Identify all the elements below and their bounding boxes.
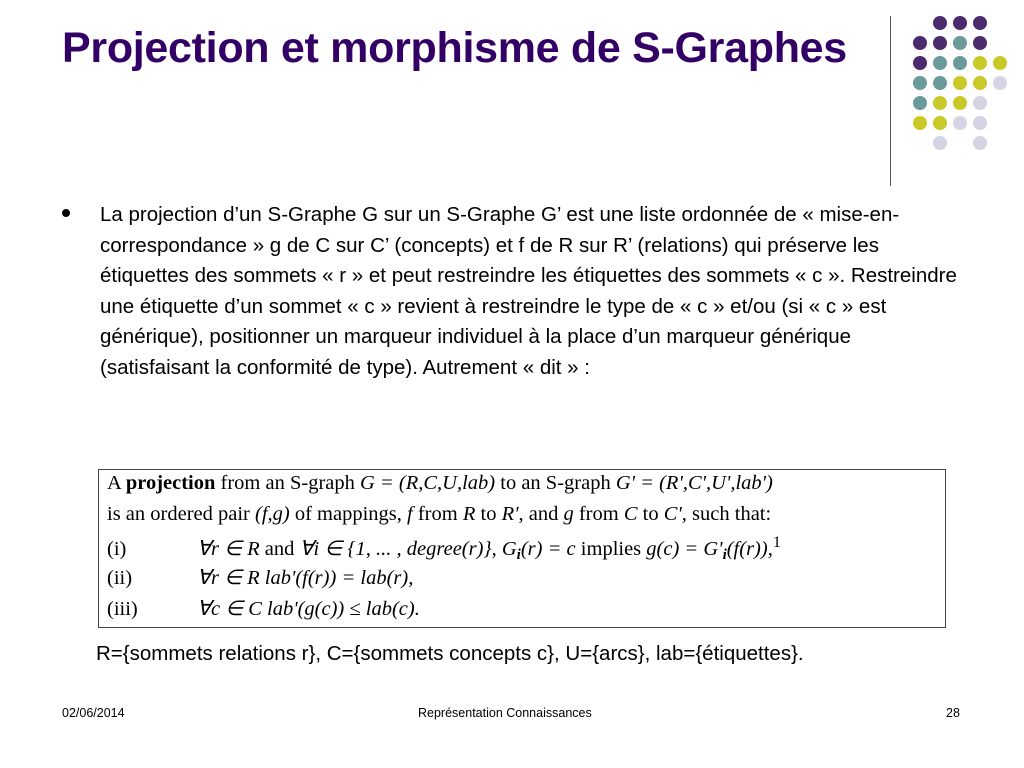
decorative-dot xyxy=(973,36,987,50)
definition-line-5 xyxy=(107,596,420,621)
decorative-dot xyxy=(993,56,1007,70)
decorative-dot xyxy=(933,96,947,110)
decorative-dot xyxy=(913,56,927,70)
def-text: implies xyxy=(575,538,647,560)
def-graph-g-prime: G' = (R',C',U',lab') xyxy=(615,472,773,494)
def-math: C xyxy=(623,503,638,525)
def-math: (f,g) xyxy=(255,503,290,525)
def-math: R' xyxy=(501,503,519,525)
decorative-dot xyxy=(913,76,927,90)
definition-line-1 xyxy=(107,472,773,495)
decorative-dot xyxy=(973,56,987,70)
def-label: (iii) xyxy=(107,598,138,620)
decorative-dot xyxy=(953,116,967,130)
footer-title: Représentation Connaissances xyxy=(418,706,592,720)
decorative-dot xyxy=(953,36,967,50)
def-graph-g: G = (R,C,U,lab) xyxy=(360,472,496,494)
def-subscript: i xyxy=(516,547,521,563)
def-text: to xyxy=(637,503,664,525)
definition-line-3 xyxy=(107,534,781,564)
decorative-dot xyxy=(953,16,967,30)
def-math: ∀c ∈ C lab'(g(c)) ≤ lab(c). xyxy=(197,598,420,620)
definition-line-2 xyxy=(107,503,771,526)
def-math: ∀r ∈ R lab'(f(r)) = lab(r), xyxy=(197,567,414,589)
decorative-dot xyxy=(913,96,927,110)
sets-definition: R={sommets relations r}, C={sommets concepts c}, U={arcs}, lab={étiquettes}. xyxy=(96,642,804,665)
decorative-dot xyxy=(973,96,987,110)
decorative-dot xyxy=(933,36,947,50)
def-math: (r) = c xyxy=(520,538,576,560)
def-text: to an S-graph xyxy=(495,472,616,494)
def-keyword-projection: projection xyxy=(125,472,216,494)
decorative-divider xyxy=(890,16,891,186)
def-text: from an S-graph xyxy=(215,472,360,494)
decorative-dot xyxy=(973,76,987,90)
footer-date: 02/06/2014 xyxy=(62,706,125,720)
decorative-dot xyxy=(933,56,947,70)
decorative-dot xyxy=(973,16,987,30)
def-text: of mappings, xyxy=(289,503,408,525)
def-text: , and xyxy=(518,503,564,525)
decorative-dot xyxy=(973,136,987,150)
def-math: C' xyxy=(663,503,682,525)
decorative-dot xyxy=(933,76,947,90)
def-text: from xyxy=(573,503,624,525)
decorative-dot xyxy=(933,136,947,150)
slide-title: Projection et morphisme de S-Graphes xyxy=(62,24,847,72)
def-text: A xyxy=(107,472,126,494)
def-footnote-mark: 1 xyxy=(772,534,781,551)
definition-line-4 xyxy=(107,565,413,590)
bullet-icon xyxy=(62,209,70,217)
def-math: ∀i ∈ {1, ... , degree(r)}, G xyxy=(299,538,517,560)
def-math: f xyxy=(407,503,413,525)
decorative-dot xyxy=(953,96,967,110)
bullet-text: La projection d’un S-Graphe G sur un S-Graphe G’ est une liste ordonnée de « mise-en-correspondance » g de C sur C’ (concepts) et f de R sur R’ (relations) qui préserve les étiquettes des sommets « r » et peut restreindre les étiquettes des sommets « c ». Restreindre une étiquette d’un sommet « c » revient à restreindre le type de « c » et/ou (si « c » est générique), positionner un marqueur individuel à la place d’un marqueur générique (satisfaisant la conformité de type). Autrement « dit » : xyxy=(100,203,957,379)
def-subscript: i xyxy=(722,547,727,563)
def-math: (f(r)), xyxy=(726,538,773,560)
def-math: ∀r ∈ R xyxy=(197,538,260,560)
def-text: and xyxy=(259,538,300,560)
decorative-dot xyxy=(993,76,1007,90)
def-label: (ii) xyxy=(107,567,133,589)
decorative-dot xyxy=(913,116,927,130)
def-text: to xyxy=(475,503,502,525)
decorative-dot xyxy=(913,36,927,50)
decorative-dot xyxy=(953,56,967,70)
decorative-dot xyxy=(933,116,947,130)
def-text: , such that: xyxy=(681,503,772,525)
def-text: is an ordered pair xyxy=(107,503,255,525)
def-label: (i) xyxy=(107,538,127,560)
decorative-dot xyxy=(933,16,947,30)
projection-definition-box xyxy=(98,469,946,628)
page-number: 28 xyxy=(946,706,960,720)
decorative-dot xyxy=(973,116,987,130)
def-text: from xyxy=(412,503,463,525)
decorative-dot xyxy=(953,76,967,90)
def-math: R xyxy=(462,503,476,525)
def-math: g xyxy=(563,503,574,525)
def-math: g(c) = G' xyxy=(646,538,723,560)
